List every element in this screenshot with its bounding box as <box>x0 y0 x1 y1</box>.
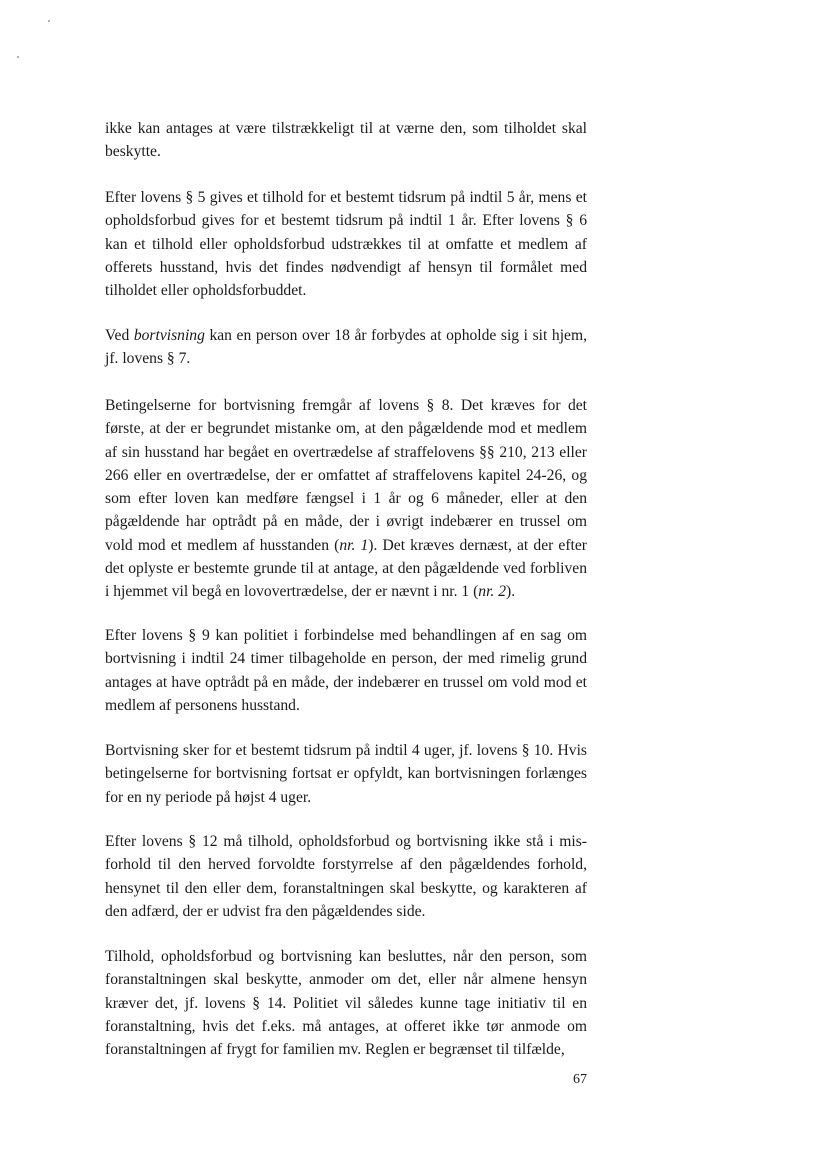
text-run: ). <box>506 583 516 601</box>
paragraph-7 <box>105 830 587 923</box>
scan-speck <box>17 56 19 58</box>
paragraph-5 <box>105 624 587 717</box>
paragraph-1 <box>105 117 587 164</box>
text-run: ikke kan antages at være tilstrækkeligt til at værne den, som tilholdet skal beskytte. <box>105 120 587 161</box>
paragraph-6 <box>105 739 587 809</box>
paragraph-3 <box>105 324 587 371</box>
text-run: Efter lovens § 12 må tilhold, opholdsforbud og bortvisning ikke stå i misforhold til den herved forvoldte forstyrrelse af den pågældendes forhold, hensynet til den eller dem, foranstaltningen skal beskytte, og karakteren af den adfærd, der er udvist fra den pågældendes side. <box>105 833 587 920</box>
text-run: Ved <box>105 327 134 344</box>
italic-text: bortvisning <box>133 327 205 344</box>
text-run: ). Det kræves dernæst, at der efter det oplyste er bestemte grunde til at antage, at den pågældende ved forbliven i hjemmet vil begå en lovovertrædelse, der er nævnt i nr. 1 ( <box>105 536 587 601</box>
text-run: Efter lovens § 9 kan politiet i forbindelse med behandlingen af en sag om bortvisning i indtil 24 timer tilbageholde en person, der med rimelig grund antages at have optrådt på en måde, der indebærer en trussel om vold mod et medlem af personens husstand. <box>105 627 587 714</box>
paragraph-4 <box>105 394 587 604</box>
text-run: Tilhold, opholdsforbud og bortvisning kan besluttes, når den person, som foranstaltningen skal beskytte, anmoder om det, eller når almene hensyn kræver det, jf. lovens § 14. Politiet vil således kunne tage initiativ til en foranstaltning, hvis det f.eks. må antages, at offeret ikke tør anmode om foranstaltningen af frygt for familien mv. Reglen er begrænset til tilfælde, <box>105 948 587 1059</box>
text-run: Efter lovens § 5 gives et tilhold for et bestemt tidsrum på indtil 5 år, mens et opholdsforbud gives for et bestemt tidsrum på indtil 1 år. Efter lovens § 6 kan et tilhold eller opholdsforbud udstrækkes til at omfatte et medlem af offerets husstand, hvis det findes nødvendigt af hensyn til formålet med tilholdet eller opholdsforbuddet. <box>105 189 587 300</box>
scan-speck <box>48 20 50 22</box>
paragraph-8 <box>105 945 587 1061</box>
text-run: Bortvisning sker for et bestemt tidsrum på indtil 4 uger, jf. lovens § 10. Hvis betingelserne for bortvisning fortsat er opfyldt, kan bortvisningen forlænges for en ny periode på højst 4 uger. <box>105 742 587 806</box>
text-run: Betingelserne for bortvisning fremgår af lovens § 8. Det kræves for det første, at der er begrundet mistanke om, at den pågældende mod et medlem af sin husstand har begået en overtrædelse af straffelovens §§ 210, 213 eller 266 eller en overtrædelse, der er omfattet af straffelovens kapitel 24-26, og som efter loven kan medføre fængsel i 1 år og 6 måneder, eller at den pågældende har optrådt på en måde, der i øvrigt indebærer en trussel om vold mod et medlem af husstanden ( <box>105 397 587 554</box>
page-number: 67 <box>573 1072 587 1087</box>
italic-text: nr. 2 <box>478 583 507 601</box>
paragraph-2 <box>105 186 587 302</box>
italic-text: nr. 1 <box>339 536 369 554</box>
text-run: kan en person over 18 år forbydes at opholde sig i sit hjem, jf. lovens § 7. <box>105 327 587 368</box>
